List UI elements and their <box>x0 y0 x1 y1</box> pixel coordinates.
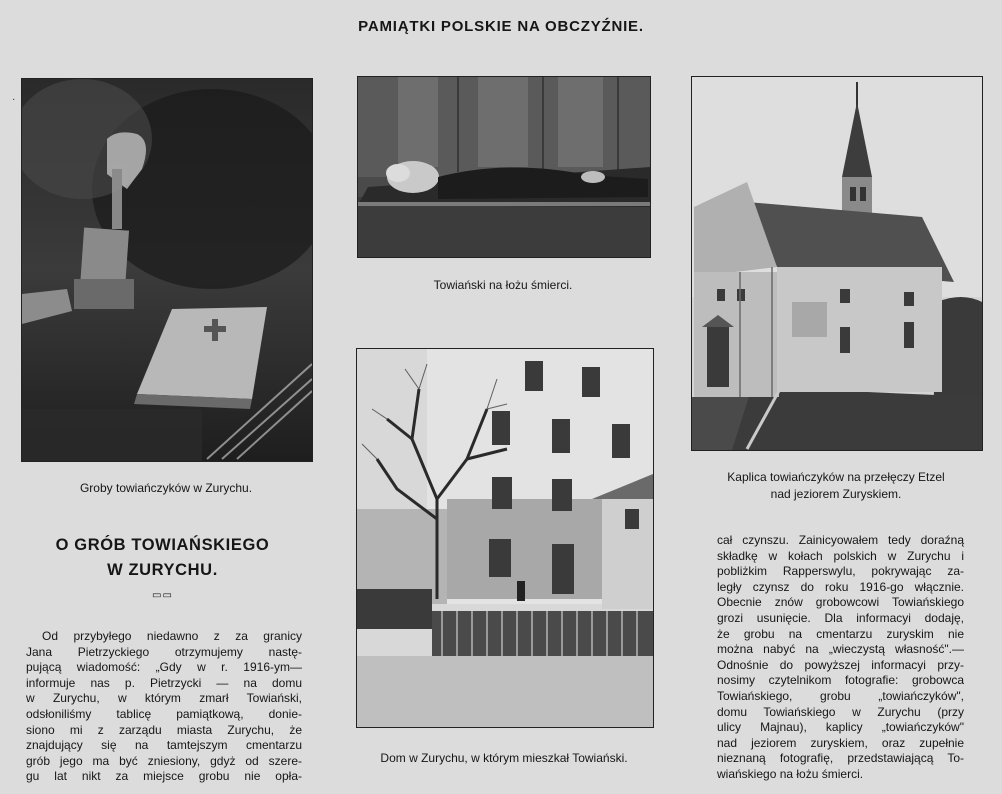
photo-house <box>356 348 654 728</box>
caption-house: Dom w Zurychu, w którym mieszkał Towiański. <box>380 751 628 765</box>
text-line: wiańskiego na łożu śmierci. <box>717 766 864 781</box>
text-line: nieznaną fotografię, przedstawiającą To- <box>717 751 964 766</box>
caption-deathbed: Towiański na łożu śmierci. <box>433 278 573 292</box>
graves-illustration <box>22 79 312 461</box>
margin-mark: · <box>12 95 16 106</box>
text-line: nad jeziorem zuryskiem, oraz zupełnie <box>717 735 964 750</box>
article-column-1 <box>26 629 302 785</box>
text-line: Jana Pietrzyckiego otrzymujemy nastę- <box>26 644 302 659</box>
text-line: pującą wiadomość: „Gdy w r. 1916-ym— <box>26 660 302 675</box>
text-line: że grobu na cmentarzu zuryskim nie <box>717 626 964 641</box>
text-line: ulicy Majnau), kaplicy „towiańczyków" <box>717 720 964 735</box>
chapel-illustration <box>692 77 982 450</box>
text-line: domu Towiańskiego w Zurychu (przy <box>717 704 964 719</box>
caption-chapel <box>691 469 981 503</box>
article-title-line1: O GRÓB TOWIAŃSKIEGO <box>55 536 270 554</box>
text-line: siono mi z zarządu miasta Zurychu, że <box>26 722 302 737</box>
text-line: Od przybyłego niedawno z za granicy <box>42 629 302 643</box>
photo-graves <box>21 78 313 462</box>
text-line: gu lat nikt za miejsce grobu nie opła- <box>26 769 302 784</box>
text-line: legły czynsz do roku 1916-go włącznie. <box>717 579 964 594</box>
page-title: PAMIĄTKI POLSKIE NA OBCZYŹNIE. <box>358 18 644 35</box>
text-line: cał czynszu. Zainicyowałem tedy doraźną <box>717 533 964 547</box>
text-line: można nabyć na „wieczystą własność".— <box>717 642 964 657</box>
text-line: informuje nas p. Pietrzycki — na domu <box>26 675 302 690</box>
ornament-divider: ▭▭ <box>152 590 173 601</box>
text-line: grób jego ma być zniesiony, gdyż od szere- <box>26 753 302 768</box>
article-title-line2: W ZURYCHU. <box>107 561 218 579</box>
caption-chapel-line1: Kaplica towiańczyków na przełęczy Etzel <box>727 470 945 484</box>
caption-chapel-line2: nad jeziorem Zuryskiem. <box>770 487 902 501</box>
text-line: nosimy czytelnikom fotografie: grobowca <box>717 673 964 688</box>
text-line: Towiańskiego, grobu „towiańczyków", <box>717 688 964 703</box>
text-line: znajdujący się na tamtejszym cmentarzu <box>26 738 302 753</box>
text-line: Obecnie znów grobowcowi Towiańskiego <box>717 595 964 610</box>
house-illustration <box>357 349 653 727</box>
caption-graves: Groby towiańczyków w Zurychu. <box>79 481 253 495</box>
text-line: Odnośnie do powyższej informacyi przy- <box>717 657 964 672</box>
article-title <box>20 533 305 583</box>
text-line: w Zurychu, w którym zmarł Towiański, <box>26 691 302 706</box>
photo-chapel <box>691 76 983 451</box>
text-line: składkę w kołach polskich w Zurychu i <box>717 548 964 563</box>
article-column-2 <box>717 533 964 783</box>
text-line: grozi usunięcie. Dla informacyi dodaję, <box>717 610 964 625</box>
deathbed-illustration <box>358 77 650 257</box>
text-line: odsłoniliśmy tablicę pamiątkową, donie- <box>26 706 302 721</box>
photo-deathbed <box>357 76 651 258</box>
text-line: pobliżkim Rapperswylu, pokrywając za- <box>717 564 964 579</box>
